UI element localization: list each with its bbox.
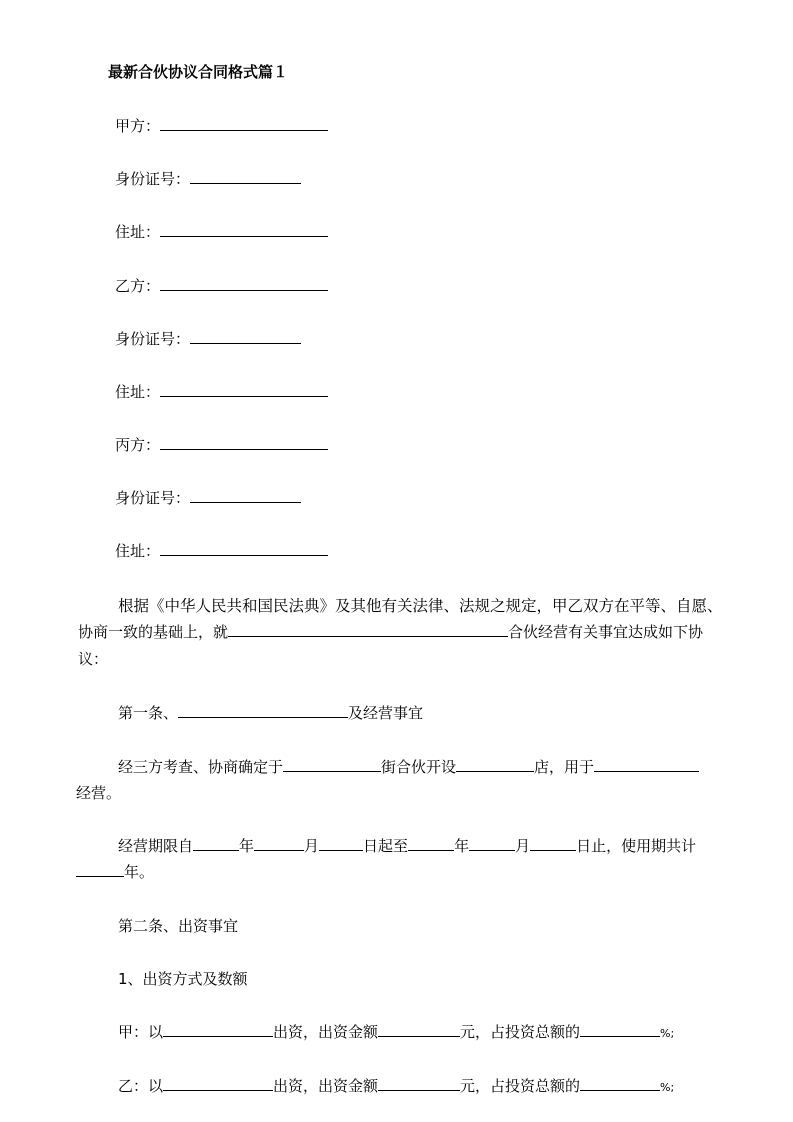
party-a-address-line <box>115 222 328 242</box>
party-c-id-line <box>115 488 301 508</box>
party-a-id-blank[interactable] <box>190 169 301 184</box>
end-year-blank[interactable] <box>408 836 454 851</box>
term-line-2 <box>76 862 154 882</box>
document-title: 最新合伙协议合同格式篇１ <box>108 63 289 81</box>
party-c-address-label: 住址： <box>115 542 161 560</box>
total-years-blank[interactable] <box>76 862 124 877</box>
preamble-text-b: 合伙经营有关事宜达成如下协 <box>508 623 704 641</box>
term-years-suffix: 年。 <box>124 863 155 881</box>
start-day-blank[interactable] <box>319 836 363 851</box>
contribution-b-method-blank[interactable] <box>163 1076 273 1091</box>
party-b-id-line <box>115 329 301 349</box>
party-b-blank[interactable] <box>160 276 328 291</box>
preamble-text-a: 协商一致的基础上，就 <box>78 623 229 641</box>
start-year-blank[interactable] <box>193 836 239 851</box>
party-a-line <box>115 116 328 136</box>
party-a-label: 甲方： <box>115 117 161 135</box>
party-c-label: 丙方： <box>115 436 161 454</box>
contribution-b-amount-blank[interactable] <box>378 1076 460 1091</box>
contribution-a-text-c: 元，占投资总额的 <box>460 1023 581 1041</box>
party-a-address-label: 住址： <box>115 223 161 241</box>
contribution-b-percent-sign: %; <box>660 1081 675 1094</box>
partnership-name-blank[interactable] <box>228 622 508 637</box>
start-month-blank[interactable] <box>254 836 304 851</box>
location-line-1 <box>118 757 699 777</box>
term-year-1: 年 <box>239 837 255 855</box>
party-a-id-label: 身份证号： <box>115 170 191 188</box>
contribution-b-text-b: 出资，出资金额 <box>273 1077 379 1095</box>
contribution-a-method-blank[interactable] <box>163 1022 273 1037</box>
location-text-b: 街合伙开设 <box>381 758 457 776</box>
party-b-address-blank[interactable] <box>160 382 328 397</box>
contribution-a-line <box>118 1022 674 1044</box>
location-text-c: 店，用于 <box>534 758 595 776</box>
party-b-line <box>115 276 328 296</box>
contribution-a-percent-blank[interactable] <box>580 1022 660 1037</box>
term-text-a: 经营期限自 <box>118 837 194 855</box>
contribution-a-percent-sign: %; <box>660 1027 675 1040</box>
article-1-prefix: 第一条、 <box>118 704 179 722</box>
contribution-a-amount-blank[interactable] <box>378 1022 460 1037</box>
business-purpose-blank[interactable] <box>594 757 699 772</box>
party-c-line <box>115 435 328 455</box>
contribution-a-text-b: 出资，出资金额 <box>273 1023 379 1041</box>
party-b-id-blank[interactable] <box>190 329 301 344</box>
party-c-id-label: 身份证号： <box>115 489 191 507</box>
contribution-b-line <box>118 1076 674 1098</box>
party-b-label: 乙方： <box>115 277 161 295</box>
party-c-blank[interactable] <box>160 435 328 450</box>
party-b-id-label: 身份证号： <box>115 330 191 348</box>
party-a-blank[interactable] <box>160 116 328 131</box>
street-blank[interactable] <box>283 757 381 772</box>
end-month-blank[interactable] <box>469 836 515 851</box>
term-year-2: 年 <box>454 837 470 855</box>
party-a-id-line <box>115 169 301 189</box>
article-1-blank[interactable] <box>178 703 348 718</box>
article-1-heading <box>118 703 423 723</box>
end-day-blank[interactable] <box>530 836 576 851</box>
party-c-address-blank[interactable] <box>160 541 328 556</box>
party-c-id-blank[interactable] <box>190 488 301 503</box>
party-c-address-line <box>115 541 328 561</box>
term-day-1: 日起至 <box>363 837 409 855</box>
term-day-2: 日止，使用期共计 <box>576 837 697 855</box>
term-month-1: 月 <box>304 837 320 855</box>
preamble-line-1: 根据《中华人民共和国民法典》及其他有关法律、法规之规定，甲乙双方在平等、自愿、 <box>118 597 723 615</box>
party-b-address-line <box>115 382 328 402</box>
article-2-heading: 第二条、出资事宜 <box>118 917 239 935</box>
preamble-line-2 <box>78 622 703 642</box>
party-b-address-label: 住址： <box>115 383 161 401</box>
shop-name-blank[interactable] <box>456 757 534 772</box>
item-1-heading: 1、出资方式及数额 <box>118 970 248 988</box>
article-1-suffix: 及经营事宜 <box>348 704 424 722</box>
party-a-address-blank[interactable] <box>160 222 328 237</box>
preamble-line-3: 议： <box>78 650 109 668</box>
location-text-a: 经三方考查、协商确定于 <box>118 758 284 776</box>
term-month-2: 月 <box>515 837 531 855</box>
contribution-b-percent-blank[interactable] <box>580 1076 660 1091</box>
contribution-a-text-a: 甲：以 <box>118 1023 164 1041</box>
location-line-2: 经营。 <box>76 784 122 802</box>
contribution-b-text-c: 元，占投资总额的 <box>460 1077 581 1095</box>
contribution-b-text-a: 乙：以 <box>118 1077 164 1095</box>
term-line-1 <box>118 836 696 856</box>
